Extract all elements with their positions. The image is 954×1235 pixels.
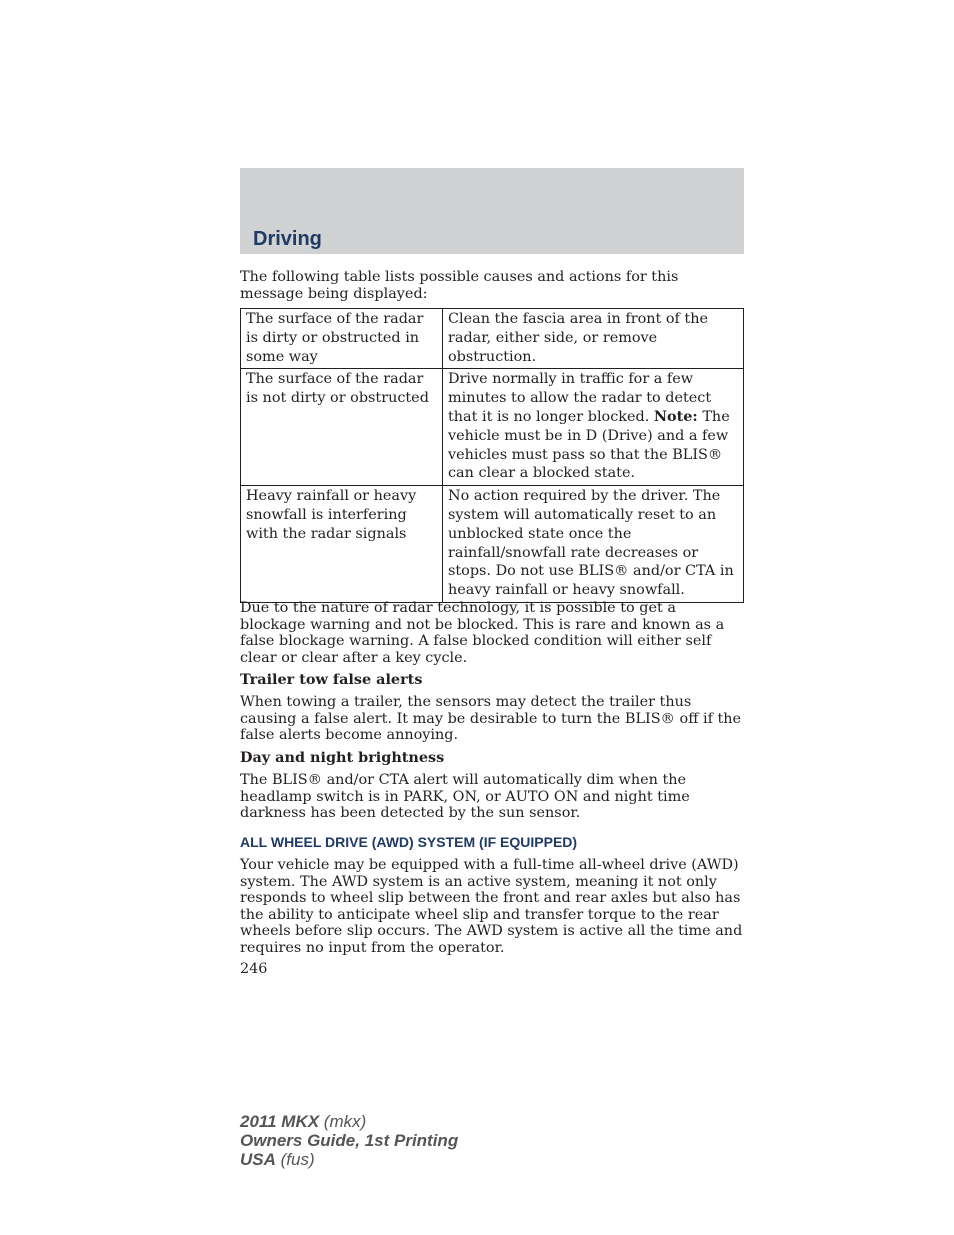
action-note-text: The vehicle must be in D (Drive) and a few vehicles must pass so that the BLIS® can clear a blocked state. [448,408,730,482]
footer-line-2 [240,1131,458,1150]
action-cell: No action required by the driver. The system will automatically reset to an unblocked state once the rainfall/snowfall rate decreases or stops. Do not use BLIS® and/or CTA in heavy rainfall or heavy snowfall. [443,486,744,603]
trailer-paragraph: When towing a trailer, the sensors may detect the trailer thus causing a false alert. It may be desirable to turn the BLIS® off if the false alerts become annoying. [240,694,742,743]
footer-model: 2011 MKX [240,1112,320,1131]
footer-guide: Owners Guide, 1st Printing [240,1131,459,1150]
action-cell [443,369,744,486]
section-title: Driving [253,228,322,250]
cause-cell: The surface of the radar is dirty or obstructed in some way [241,309,443,369]
footer-market-code: (fus) [280,1150,315,1169]
intro-paragraph: The following table lists possible causes and actions for this message being displayed: [240,269,679,302]
trailer-heading: Trailer tow false alerts [240,671,423,688]
cause-cell: The surface of the radar is not dirty or obstructed [241,369,443,486]
footer-model-code: (mkx) [323,1112,367,1131]
action-cell: Clean the fascia area in front of the radar, either side, or remove obstruction. [443,309,744,369]
footer-line-3 [240,1150,458,1169]
table-row [241,486,744,603]
footer-line-1 [240,1112,458,1131]
page-number: 246 [240,961,268,977]
footer-market: USA [240,1150,276,1169]
false-blockage-paragraph: Due to the nature of radar technology, it is possible to get a blockage warning and not be blocked. This is rare and known as a false blockage warning. A false blocked condition will either self clear or clear after a key cycle. [240,600,725,666]
footer-imprint [240,1112,458,1169]
cause-cell: Heavy rainfall or heavy snowfall is interfering with the radar signals [241,486,443,603]
note-label: Note: [653,407,698,425]
awd-heading: ALL WHEEL DRIVE (AWD) SYSTEM (IF EQUIPPED) [240,834,578,850]
causes-actions-table [240,308,744,603]
awd-paragraph: Your vehicle may be equipped with a full-time all-wheel drive (AWD) system. The AWD system is an active system, meaning it not only responds to wheel slip between the front and rear axles but also has the ability to anticipate wheel slip and transfer torque to the rear wheels before slip occurs. The AWD system is active all the time and requires no input from the operator. [240,857,743,956]
table-row [241,369,744,486]
action-text: Drive normally in traffic for a few minutes to allow the radar to detect that it is no longer blocked. [448,371,712,425]
brightness-paragraph: The BLIS® and/or CTA alert will automatically dim when the headlamp switch is in PARK, ON, or AUTO ON and night time darkness has been detected by the sun sensor. [240,772,690,821]
brightness-heading: Day and night brightness [240,749,445,766]
table-row [241,309,744,369]
